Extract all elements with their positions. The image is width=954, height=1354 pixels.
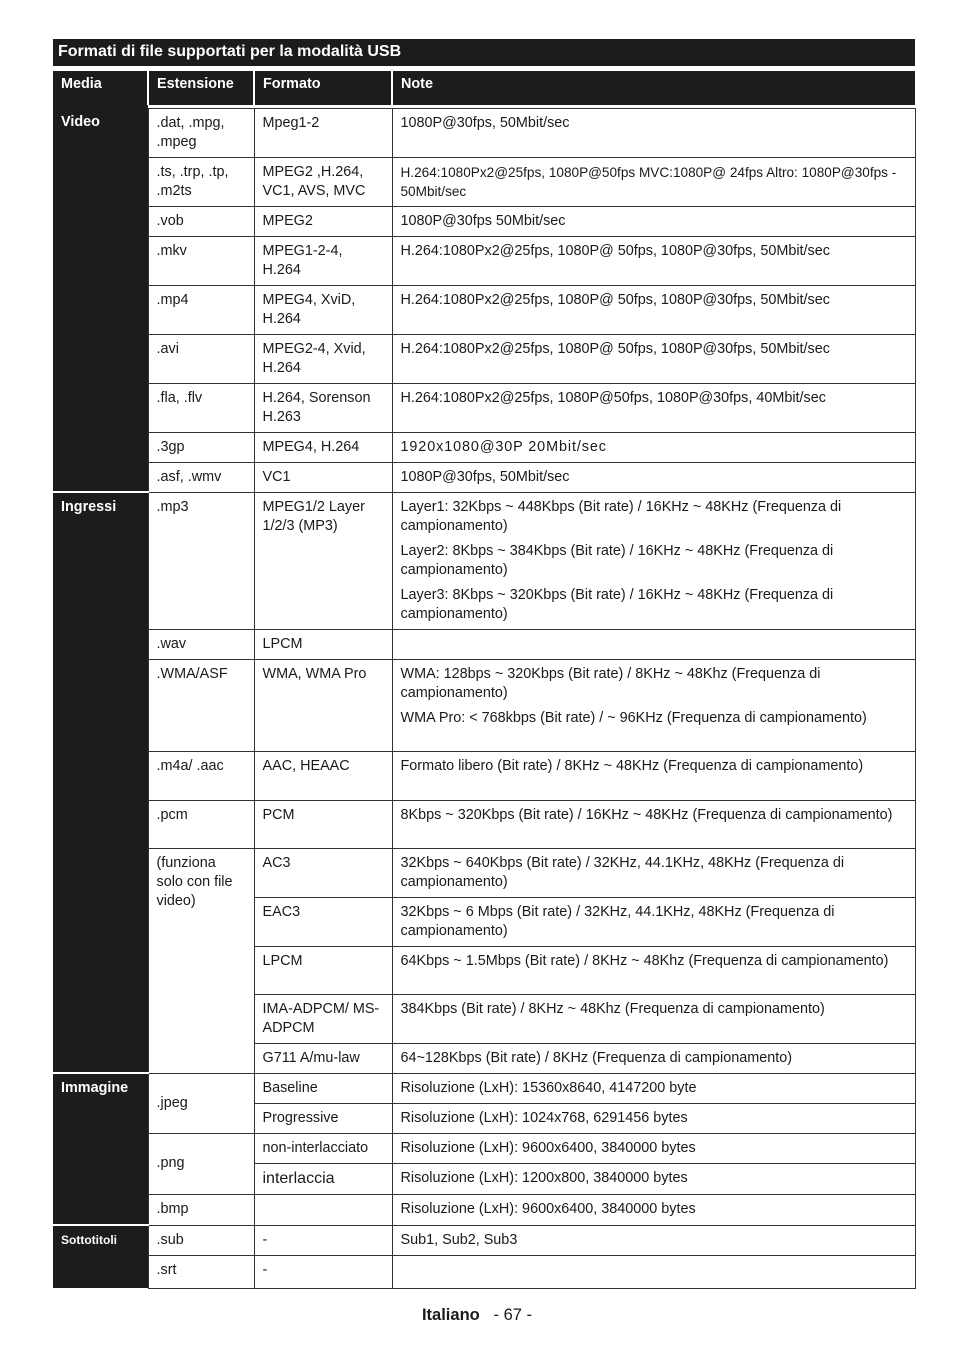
note-cell: 384Kbps (Bit rate) / 8KHz ~ 48Khz (Frequenza di campionamento) [392, 994, 915, 1043]
ext-cell: (funziona solo con file video) [148, 848, 254, 1073]
note-cell [392, 659, 915, 751]
ext-cell: .png [148, 1133, 254, 1194]
table-row [53, 206, 915, 236]
note-cell: 1080P@30fps, 50Mbit/sec [392, 108, 915, 157]
note-cell: Risoluzione (LxH): 1024x768, 6291456 bytes [392, 1103, 915, 1133]
table-row [53, 492, 915, 629]
note-cell [392, 1255, 915, 1288]
table-row [53, 432, 915, 462]
note-cell: Risoluzione (LxH): 9600x6400, 3840000 bytes [392, 1194, 915, 1225]
ext-cell: .m4a/ .aac [148, 751, 254, 800]
format-cell: MPEG1/2 Layer 1/2/3 (MP3) [254, 492, 392, 629]
format-cell: PCM [254, 800, 392, 848]
table-row [53, 108, 915, 157]
format-cell: LPCM [254, 629, 392, 659]
format-cell: - [254, 1255, 392, 1288]
table-row [53, 1255, 915, 1288]
format-cell: MPEG2 [254, 206, 392, 236]
ext-cell: .fla, .flv [148, 383, 254, 432]
ext-cell: .ts, .trp, .tp, .m2ts [148, 157, 254, 206]
note-cell: Formato libero (Bit rate) / 8KHz ~ 48KHz (Frequenza di campionamento) [392, 751, 915, 800]
table-row [53, 848, 915, 897]
page-footer [0, 1306, 954, 1325]
note-cell: 1080P@30fps 50Mbit/sec [392, 206, 915, 236]
footer-language: Italiano [421, 1306, 480, 1324]
note-cell: 64Kbps ~ 1.5Mbps (Bit rate) / 8KHz ~ 48Khz (Frequenza di campionamento) [392, 946, 915, 994]
format-cell: Mpeg1-2 [254, 108, 392, 157]
format-cell: MPEG4, H.264 [254, 432, 392, 462]
table-row [53, 800, 915, 848]
format-cell: G711 A/mu-law [254, 1043, 392, 1073]
table-row [53, 1133, 915, 1163]
format-cell: EAC3 [254, 897, 392, 946]
note-cell: H.264:1080Px2@25fps, 1080P@50fps, 1080P@30fps, 40Mbit/sec [392, 383, 915, 432]
format-cell: H.264, Sorenson H.263 [254, 383, 392, 432]
table-row [53, 285, 915, 334]
media-ingressi: Ingressi [53, 492, 148, 1073]
header-format: Formato [254, 71, 392, 105]
note-cell: 1080P@30fps, 50Mbit/sec [392, 462, 915, 492]
note-line: Layer2: 8Kbps ~ 384Kbps (Bit rate) / 16KHz ~ 48KHz (Frequenza di campionamento) [400, 542, 834, 578]
header-media: Media [53, 71, 148, 105]
format-cell: MPEG1-2-4, H.264 [254, 236, 392, 285]
note-cell: Sub1, Sub2, Sub3 [392, 1225, 915, 1255]
note-cell: Risoluzione (LxH): 9600x6400, 3840000 bytes [392, 1133, 915, 1163]
note-cell: 32Kbps ~ 6 Mbps (Bit rate) / 32KHz, 44.1KHz, 48KHz (Frequenza di campionamento) [392, 897, 915, 946]
ext-cell: .pcm [148, 800, 254, 848]
format-cell: Baseline [254, 1073, 392, 1103]
note-cell: Risoluzione (LxH): 1200x800, 3840000 bytes [392, 1163, 915, 1194]
format-cell: non-interlacciato [254, 1133, 392, 1163]
note-cell: Risoluzione (LxH): 15360x8640, 4147200 byte [392, 1073, 915, 1103]
ext-cell: .avi [148, 334, 254, 383]
note-cell: 8Kbps ~ 320Kbps (Bit rate) / 16KHz ~ 48KHz (Frequenza di campionamento) [392, 800, 915, 848]
table-row [53, 629, 915, 659]
format-cell: LPCM [254, 946, 392, 994]
note-cell [392, 629, 915, 659]
table-header-row [53, 71, 915, 105]
note-cell: 1920x1080@30P 20Mbit/sec [392, 432, 915, 462]
ext-cell: .srt [148, 1255, 254, 1288]
media-video: Video [53, 108, 148, 492]
table-row [53, 1225, 915, 1255]
format-cell: MPEG2 ,H.264, VC1, AVS, MVC [254, 157, 392, 206]
ext-cell: .mp4 [148, 285, 254, 334]
format-cell: interlaccia [254, 1163, 392, 1194]
note-line: WMA: 128bps ~ 320Kbps (Bit rate) / 8KHz ~ 48Khz (Frequenza di campionamento) [400, 665, 821, 701]
format-cell: MPEG4, XviD, H.264 [254, 285, 392, 334]
ext-cell: .WMA/ASF [148, 659, 254, 751]
media-sottotitoli: Sottotitoli [53, 1225, 148, 1288]
formats-table [53, 71, 916, 1289]
table-row [53, 751, 915, 800]
section-title: Formati di file supportati per la modalità USB [53, 39, 915, 66]
table-row [53, 383, 915, 432]
note-cell: H.264:1080Px2@25fps, 1080P@ 50fps, 1080P@30fps, 50Mbit/sec [392, 236, 915, 285]
table-row [53, 659, 915, 751]
note-line: Layer1: 32Kbps ~ 448Kbps (Bit rate) / 16KHz ~ 48KHz (Frequenza di campionamento) [400, 498, 842, 534]
format-cell [254, 1194, 392, 1225]
note-cell: H.264:1080Px2@25fps, 1080P@ 50fps, 1080P@30fps, 50Mbit/sec [392, 285, 915, 334]
note-cell: 64~128Kbps (Bit rate) / 8KHz (Frequenza di campionamento) [392, 1043, 915, 1073]
format-cell: Progressive [254, 1103, 392, 1133]
note-line: Layer3: 8Kbps ~ 320Kbps (Bit rate) / 16KHz ~ 48KHz (Frequenza di campionamento) [400, 586, 834, 622]
ext-cell: .mkv [148, 236, 254, 285]
ext-cell: .mp3 [148, 492, 254, 629]
note-cell: H.264:1080Px2@25fps, 1080P@50fps MVC:1080P@ 24fps Altro: 1080P@30fps - 50Mbit/sec [392, 157, 915, 206]
note-cell: 32Kbps ~ 640Kbps (Bit rate) / 32KHz, 44.1KHz, 48KHz (Frequenza di campionamento) [392, 848, 915, 897]
format-cell: AC3 [254, 848, 392, 897]
ext-cell: .bmp [148, 1194, 254, 1225]
table-row [53, 334, 915, 383]
header-notes: Note [392, 71, 915, 105]
ext-cell: .wav [148, 629, 254, 659]
media-immagine: Immagine [53, 1073, 148, 1225]
table-row [53, 1194, 915, 1225]
page-number: - 67 - [493, 1306, 533, 1324]
format-cell: - [254, 1225, 392, 1255]
table-row [53, 462, 915, 492]
table-row [53, 236, 915, 285]
header-extension: Estensione [148, 71, 254, 105]
ext-cell: .3gp [148, 432, 254, 462]
ext-cell: .jpeg [148, 1073, 254, 1133]
ext-cell: .vob [148, 206, 254, 236]
ext-cell: .dat, .mpg, .mpeg [148, 108, 254, 157]
format-cell: AAC, HEAAC [254, 751, 392, 800]
table-row [53, 1073, 915, 1103]
note-cell: H.264:1080Px2@25fps, 1080P@ 50fps, 1080P@30fps, 50Mbit/sec [392, 334, 915, 383]
note-cell [392, 492, 915, 629]
table-row [53, 157, 915, 206]
format-cell: MPEG2-4, Xvid, H.264 [254, 334, 392, 383]
format-cell: WMA, WMA Pro [254, 659, 392, 751]
ext-cell: .sub [148, 1225, 254, 1255]
format-cell: VC1 [254, 462, 392, 492]
ext-cell: .asf, .wmv [148, 462, 254, 492]
format-cell: IMA-ADPCM/ MS-ADPCM [254, 994, 392, 1043]
note-line: WMA Pro: < 768kbps (Bit rate) / ~ 96KHz (Frequenza di campionamento) [400, 709, 867, 726]
